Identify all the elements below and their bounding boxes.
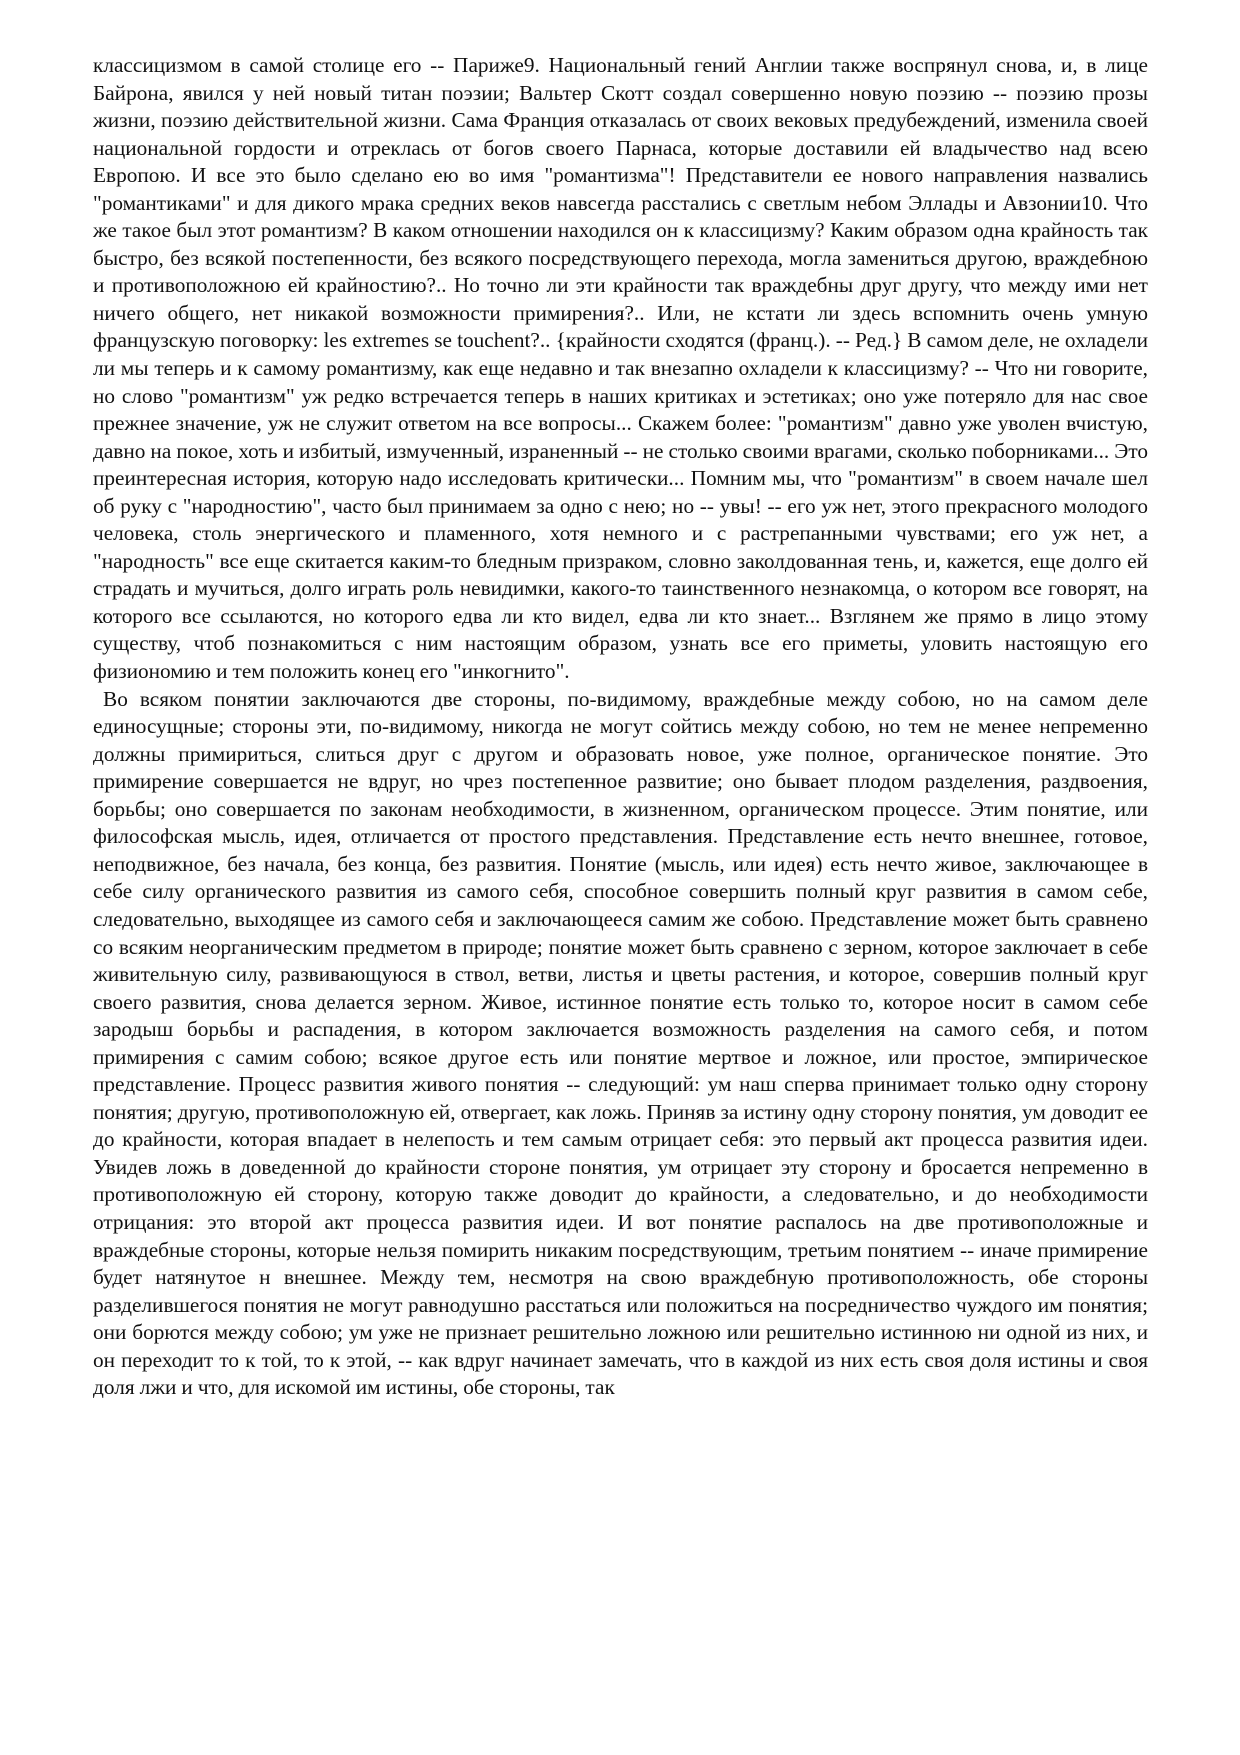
paragraph-romanticism: классицизмом в самой столице его -- Париже9. Национальный гений Англии также воспрянул снова, и, в лице Байрона, явился у ней новый титан поэзии; Вальтер Скотт создал совершенно новую поэзию -- поэзию прозы жизни, поэзию действительной жизни. Сама Франция отказалась от своих вековых предубеждений, изменила своей национальной гордости и отреклась от богов своего Парнаса, которые доставили ей владычество над всею Европою. И все это было сделано ею во имя "романтизма"! Представители ее нового направления назвались "романтиками" и для дикого мрака средних веков навсегда расстались с светлым небом Эллады и Авзонии10. Что же такое был этот романтизм? В каком отношении находился он к классицизму? Каким образом одна крайность так быстро, без всякой постепенности, без всякого посредствующего перехода, могла замениться другою, враждебною и противоположною ей крайностию?.. Но точно ли эти крайности так враждебны друг другу, что между ими нет ничего общего, нет никакой возможности примирения?.. Или, не кстати ли здесь вспомнить очень умную французскую поговорку: les extremes se touchent?.. {крайности сходятся (франц.). -- Ред.} В самом деле, не охладели ли мы теперь и к самому романтизму, как еще недавно и так внезапно охладели к классицизму? -- Что ни говорите, но слово "романтизм" уж редко встречается теперь в наших критиках и эстетиках; оно уже потеряло для нас свое прежнее значение, уж не служит ответом на все вопросы... Скажем более: "романтизм" давно уже уволен вчистую, давно на покое, хоть и избитый, измученный, израненный -- не столько своими врагами, сколько поборниками... Это преинтересная история, которую надо исследовать критически... Помним мы, что "романтизм" в своем начале шел об руку с "народностию", часто был принимаем за одно с нею; но -- увы! -- его уж нет, этого прекрасного молодого человека, столь энергического и пламенного, хотя немного и с растрепанными чувствами; его уж нет, а "народность" все еще скитается каким-то бледным призраком, словно заколдованная тень, и, кажется, еще долго ей страдать и мучиться, долго играть роль невидимки, какого-то таинственного незнакомца, о котором все говорят, на которого все ссылаются, но которого едва ли кто видел, едва ли кто знает... Взглянем же прямо в лицо этому существу, чтоб познакомиться с ним настоящим образом, узнать все его приметы, уловить настоящую его физиономию и тем положить конец его "инкогнито".	[93, 53, 1148, 684]
document-page	[93, 52, 1148, 1402]
paragraph-concept: Во всяком понятии заключаются две стороны, по-видимому, враждебные между собою, но на самом деле единосущные; стороны эти, по-видимому, никогда не могут сойтись между собою, но тем не менее непременно должны примириться, слиться друг с другом и образовать новое, уже полное, органическое понятие. Это примирение совершается не вдруг, но чрез постепенное развитие; оно бывает плодом разделения, раздвоения, борьбы; оно совершается по законам необходимости, в жизненном, органическом процессе. Этим понятие, или философская мысль, идея, отличается от простого представления. Представление есть нечто внешнее, готовое, неподвижное, без начала, без конца, без развития. Понятие (мысль, или идея) есть нечто живое, заключающее в себе силу органического развития из самого себя, способное совершить полный круг развития в самом себе, следовательно, выходящее из самого себя и заключающееся самим же собою. Представление может быть сравнено со всяким неорганическим предметом в природе; понятие может быть сравнено с зерном, которое заключает в себе живительную силу, развивающуюся в ствол, ветви, листья и цветы растения, и которое, совершив полный круг своего развития, снова делается зерном. Живое, истинное понятие есть только то, которое носит в самом себе зародыш борьбы и распадения, в котором заключается возможность разделения на самого себя, и потом примирения с самим собою; всякое другое есть или понятие мертвое и ложное, или простое, эмпирическое представление. Процесс развития живого понятия -- следующий: ум наш сперва принимает только одну сторону понятия; другую, противоположную ей, отвергает, как ложь. Приняв за истину одну сторону понятия, ум доводит ее до крайности, которая впадает в нелепость и тем самым отрицает себя: это первый акт процесса развития идеи. Увидев ложь в доведенной до крайности стороне понятия, ум отрицает эту сторону и бросается непременно в противоположную ей сторону, которую также доводит до крайности, а следовательно, и до необходимости отрицания: это второй акт процесса развития идеи. И вот понятие распалось на две противоположные и враждебные стороны, которые нельзя помирить никаким посредствующим, третьим понятием -- иначе примирение будет натянутое н внешнее. Между тем, несмотря на свою враждебную противоположность, обе стороны разделившегося понятия не могут равнодушно расстаться или положиться на посредничество чуждого им понятия; они борются между собою; ум уже не признает решительно ложною или решительно истинною ни одной из них, и он переходит то к той, то к этой, -- как вдруг начинает замечать, что в каждой из них есть своя доля истины и своя доля лжи и что, для искомой им истины, обе стороны, так	[93, 686, 1148, 1400]
